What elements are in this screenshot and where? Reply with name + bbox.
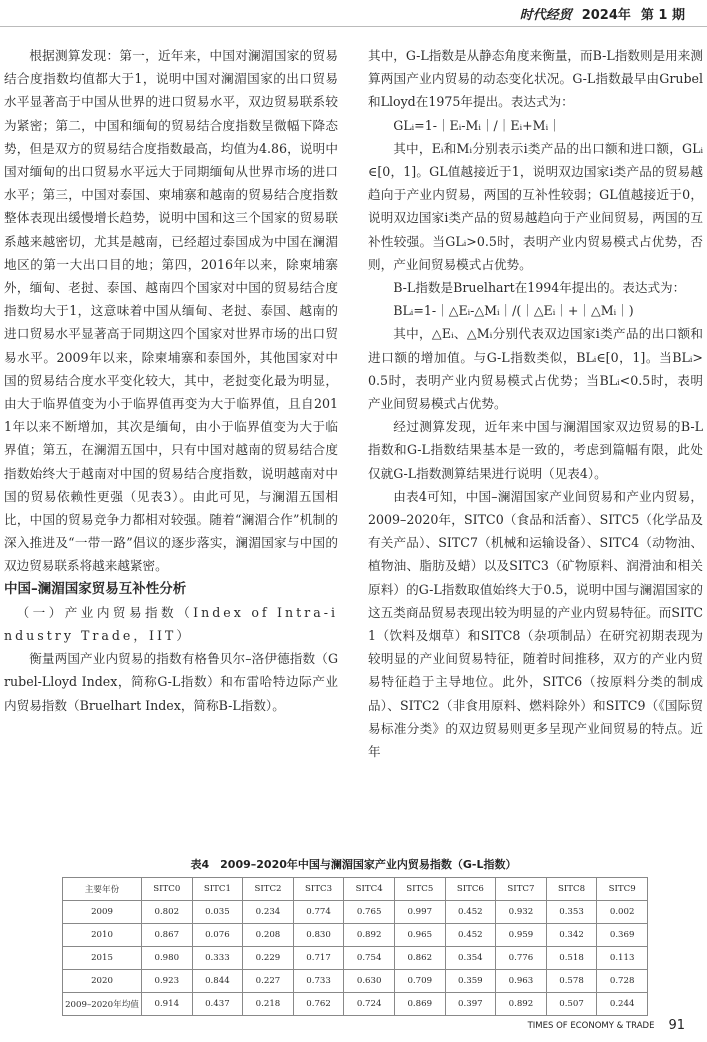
sub-section-title: （一）产业内贸易指数（Index of Intra-industry Trade，IIT） (4, 604, 338, 644)
table-cell: 0.965 (394, 924, 445, 947)
table-cell: 0.892 (496, 993, 547, 1016)
table-row (63, 901, 648, 924)
table-header-cell: SITC2 (243, 878, 294, 901)
table-cell: 0.035 (192, 901, 243, 924)
table-cell: 0.776 (496, 947, 547, 970)
journal-name: 时代经贸 (519, 7, 572, 23)
table-cell: 0.923 (142, 970, 193, 993)
table-header-cell: SITC1 (192, 878, 243, 901)
table-cell: 0.359 (445, 970, 496, 993)
table-cell: 0.867 (142, 924, 193, 947)
table-cell: 0.765 (344, 901, 395, 924)
table-header-cell: SITC8 (546, 878, 597, 901)
table-cell: 0.774 (293, 901, 344, 924)
table-cell: 0.452 (445, 924, 496, 947)
table-cell: 0.914 (142, 993, 193, 1016)
table-header-cell: SITC9 (597, 878, 648, 901)
table-header-cell: SITC0 (142, 878, 193, 901)
table-cell: 0.229 (243, 947, 294, 970)
table-cell: 0.353 (546, 901, 597, 924)
table-cell: 0.452 (445, 901, 496, 924)
table-header-cell: SITC7 (496, 878, 547, 901)
table-row-label: 2015 (63, 947, 142, 970)
table-cell: 0.728 (597, 970, 648, 993)
table-row-label: 2010 (63, 924, 142, 947)
table-cell: 0.733 (293, 970, 344, 993)
table-header-cell: SITC3 (293, 878, 344, 901)
table-row (63, 970, 648, 993)
table-row-label: 2020 (63, 970, 142, 993)
right-paragraph-5: 经过测算发现，近年来中国与澜湄国家双边贸易的B-L指数和G-L指数结果基本是一致的，考虑到篇幅有限，此处仅就G-L指数测算结果进行说明（见表4）。 (368, 419, 703, 481)
header-divider (0, 26, 707, 27)
page-number: 91 (668, 1018, 685, 1033)
page-header (520, 0, 685, 26)
table-header-row (63, 878, 648, 901)
table-cell: 0.437 (192, 993, 243, 1016)
table-row (63, 924, 648, 947)
table-cell: 0.227 (243, 970, 294, 993)
left-paragraph-2: 衡量两国产业内贸易的指数有格鲁贝尔–洛伊德指数（Grubel-Lloyd Index，简称G-L指数）和布雷哈特边际产业内贸易指数（Bruelhart Index，简称B-L指数）。 (4, 651, 338, 713)
journal-year: 2024年 (581, 7, 631, 23)
right-paragraph-4: 其中，△Eᵢ、△Mᵢ分别代表双边国家i类产品的出口额和进口额的增加值。与G-L指数类似，BLᵢ∈[0，1]。当BLᵢ>0.5时，表明产业内贸易模式占优势；当BLᵢ<0.5时，表明产业间贸易模式占优势。 (368, 326, 703, 412)
right-paragraph-6: 由表4可知，中国–澜湄国家产业间贸易和产业内贸易，2009–2020年，SITC0（食品和活畜）、SITC5（化学品及有关产品）、SITC7（机械和运输设备）、SITC4（动物油、植物油、脂肪及蜡）以及SITC3（矿物原料、润滑油和相关原料）的G-L指数取值始终大于0.5，说明中国与澜湄国家的这五类商品贸易表现出较为明显的产业内贸易特征。而SITC1（饮料及烟草）和SITC8（杂项制品）在研究初期表现为较明显的产业间贸易特征，随着时间推移，双方的产业内贸易特征趋于主导地位。此外，SITC6（按原料分类的制成品）、SITC2（非食用原料、燃料除外）和SITC9（《国际贸易标准分类》的双边贸易则更多呈现产业间贸易的特点。近年 (368, 488, 703, 760)
gl-formula: GLᵢ=1-｜Eᵢ-Mᵢ｜/｜Eᵢ+Mᵢ｜ (393, 117, 561, 133)
table-cell: 0.208 (243, 924, 294, 947)
page-footer (528, 1018, 685, 1033)
section-title: 中国–澜湄国家贸易互补性分析 (4, 580, 187, 597)
table-cell: 0.724 (344, 993, 395, 1016)
table-cell: 0.333 (192, 947, 243, 970)
bl-formula: BLᵢ=1-｜△Eᵢ-△Mᵢ｜/(｜△Eᵢ｜+｜△Mᵢ｜) (393, 303, 634, 319)
gl-index-table (62, 877, 648, 1016)
table-cell: 0.113 (597, 947, 648, 970)
table-header-cell: SITC5 (394, 878, 445, 901)
table-cell: 0.754 (344, 947, 395, 970)
table-cell: 0.892 (344, 924, 395, 947)
table-cell: 0.802 (142, 901, 193, 924)
left-paragraph-1: 根据测算发现：第一，近年来，中国对澜湄国家的贸易结合度指数均值都大于1，说明中国对澜湄国家的出口贸易水平显著高于中国从世界的进口贸易水平，双边贸易联系较为紧密；第二，中国和缅甸的贸易结合度指数呈微幅下降态势，但是双方的贸易结合度指数最高，均值为4.86，说明中国对缅甸的出口贸易水平远大于同期缅甸从世界市场的进口水平；第三，中国对泰国、柬埔寨和越南的贸易结合度指数整体表现出缓慢增长趋势，说明中国和这三个国家的贸易联系越来越密切，尤其是越南，已经超过泰国成为中国在澜湄地区的第一大出口目的地；第四，2016年以来，除柬埔寨外，缅甸、老挝、泰国、越南四个国家对中国的贸易结合度指数均大于1，这意味着中国从缅甸、老挝、泰国、越南的进口贸易水平显著高于同期这四个国家对世界市场的出口贸易水平。2009年以来，除柬埔寨和泰国外，其他国家对中国的贸易结合度水平变化较大，其中，老挝变化最为明显，由大于临界值变为小于临界值再变为大于临界值，且自2011年以来不断增加，其次是缅甸，由小于临界值变为大于临界值；第五，在澜湄五国中，只有中国对越南的贸易结合度指数始终大于越南对中国的贸易结合度指数，说明越南对中国的贸易依赖性更强（见表3）。由此可见，与澜湄五国相比，中国的贸易竞争力都相对较强。随着“澜湄合作”机制的深入推进及“一带一路”倡议的逐步落实，澜湄国家与中国的双边贸易联系将越来越紧密。 (4, 48, 338, 574)
table-row-label: 2009–2020年均值 (63, 993, 142, 1016)
table-cell: 0.518 (546, 947, 597, 970)
table-cell: 0.959 (496, 924, 547, 947)
table-cell: 0.869 (394, 993, 445, 1016)
table-cell: 0.762 (293, 993, 344, 1016)
table-cell: 0.862 (394, 947, 445, 970)
table-header-cell: SITC6 (445, 878, 496, 901)
table-header-cell: SITC4 (344, 878, 395, 901)
table-cell: 0.830 (293, 924, 344, 947)
table-cell: 0.932 (496, 901, 547, 924)
table-cell: 0.507 (546, 993, 597, 1016)
table-cell: 0.234 (243, 901, 294, 924)
left-column (4, 44, 338, 717)
table-cell: 0.369 (597, 924, 648, 947)
table-header-cell: 主要年份 (63, 878, 142, 901)
table-cell: 0.844 (192, 970, 243, 993)
table-caption: 表4 2009–2020年中国与澜湄国家产业内贸易指数（G-L指数） (190, 858, 517, 871)
right-column (368, 44, 703, 763)
table-cell: 0.002 (597, 901, 648, 924)
journal-issue: 第 1 期 (640, 7, 685, 23)
table-cell: 0.997 (394, 901, 445, 924)
table-cell: 0.354 (445, 947, 496, 970)
table-cell: 0.397 (445, 993, 496, 1016)
right-paragraph-2: 其中，Eᵢ和Mᵢ分别表示i类产品的出口额和进口额，GLᵢ∈[0，1]。GL值越接近于1，说明双边国家i类产品的贸易越趋向于产业内贸易，两国的互补性较弱；GL值越接近于0，说明双边国家i类产品的贸易越趋向于产业间贸易，两国的互补性较强。当GLᵢ>0.5时，表明产业内贸易模式占优势，否则，产业间贸易模式占优势。 (368, 140, 703, 272)
table-row-label: 2009 (63, 901, 142, 924)
table-cell: 0.709 (394, 970, 445, 993)
right-paragraph-1: 其中，G-L指数是从静态角度来衡量，而B-L指数则是用来测算两国产业内贸易的动态变化状况。G-L指数最早由Grubel和Lloyd在1975年提出。表达式为： (368, 48, 703, 110)
table-cell: 0.980 (142, 947, 193, 970)
table-cell: 0.578 (546, 970, 597, 993)
right-paragraph-3: B-L指数是Bruelhart在1994年提出的。表达式为： (393, 280, 686, 296)
table-row (63, 947, 648, 970)
table-cell: 0.717 (293, 947, 344, 970)
table-body (63, 901, 648, 1016)
table-cell: 0.963 (496, 970, 547, 993)
table-cell: 0.342 (546, 924, 597, 947)
table-cell: 0.218 (243, 993, 294, 1016)
table-cell: 0.076 (192, 924, 243, 947)
table-cell: 0.244 (597, 993, 648, 1016)
table-cell: 0.630 (344, 970, 395, 993)
journal-name-en: TIMES OF ECONOMY & TRADE (527, 1020, 655, 1031)
table-row (63, 993, 648, 1016)
